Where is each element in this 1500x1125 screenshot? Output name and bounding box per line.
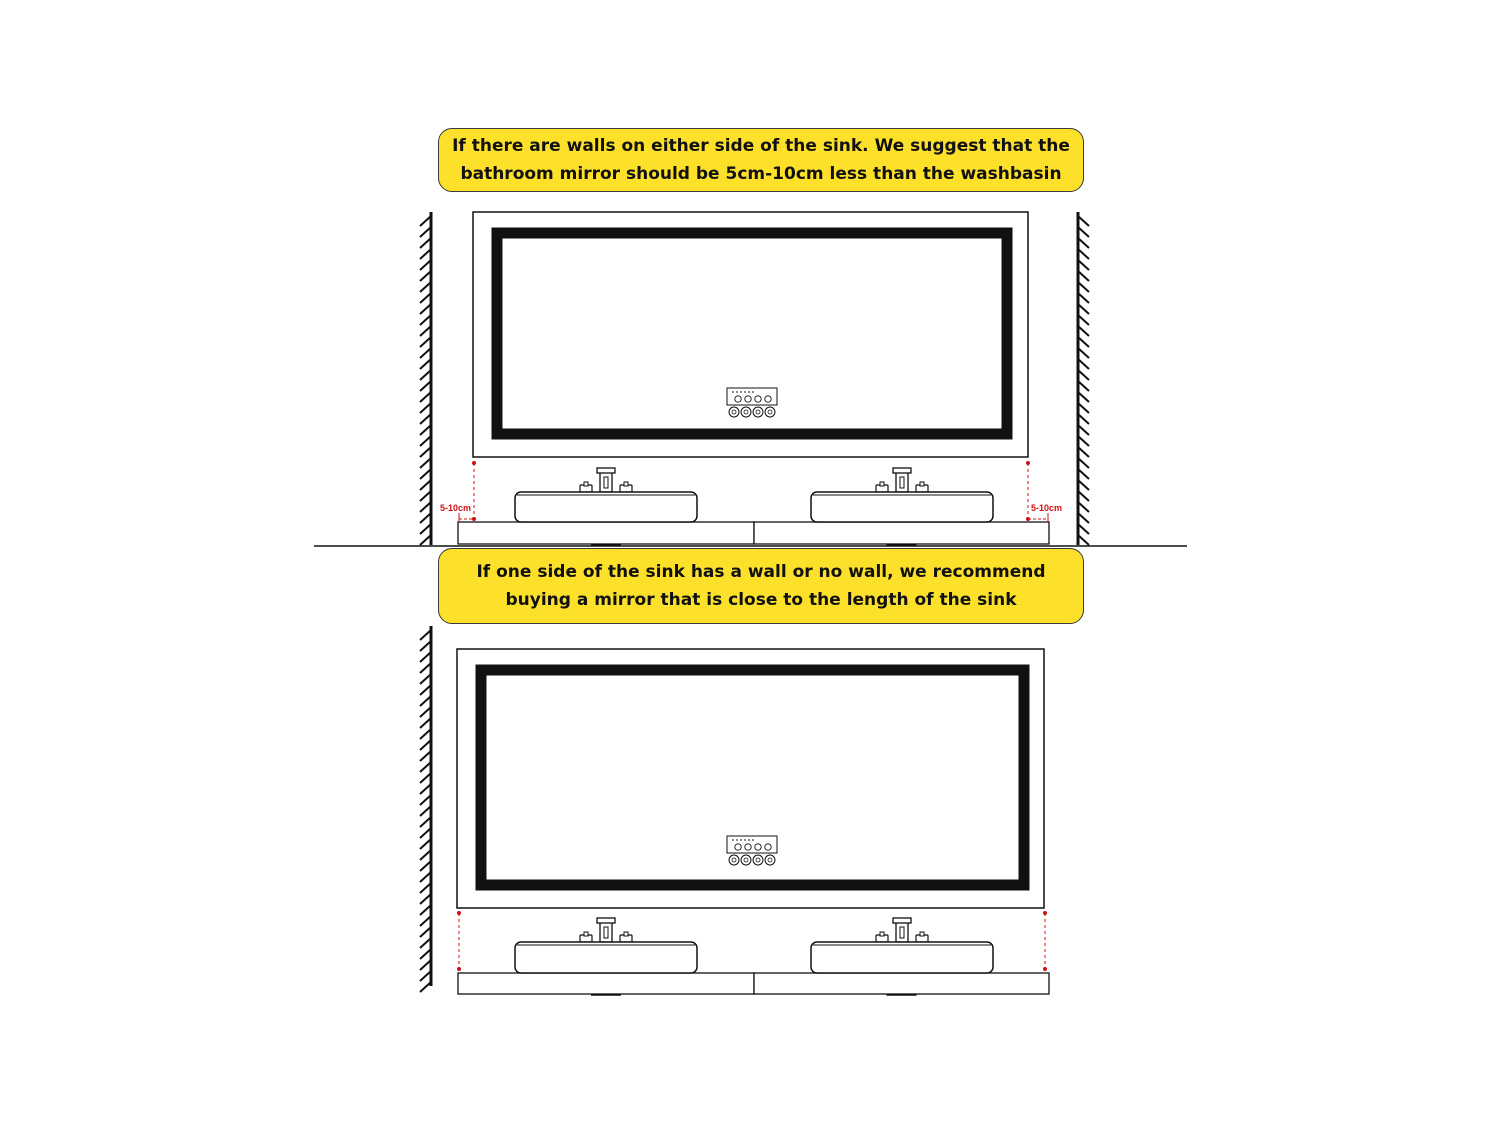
- vanity-top: [458, 973, 754, 994]
- wall-hatch-stroke: [1078, 359, 1089, 369]
- mirror: [473, 212, 1028, 457]
- wall-hatch-stroke: [420, 927, 431, 937]
- wall-hatch-stroke: [420, 480, 431, 490]
- wall-hatch-stroke: [420, 674, 431, 684]
- touch-button-icon: [753, 855, 763, 865]
- wall-hatch-stroke: [420, 630, 431, 640]
- wall-hatch-stroke: [1078, 271, 1089, 281]
- faucet-spout: [900, 477, 904, 488]
- left-edge-dimension: [457, 911, 461, 971]
- wall-hatch-stroke: [1078, 370, 1089, 380]
- wall-hatch-stroke: [1078, 436, 1089, 446]
- wall-hatch-stroke: [420, 271, 431, 281]
- wall-hatch-stroke: [1078, 381, 1089, 391]
- wall-hatch-stroke: [420, 337, 431, 347]
- wall-hatch-stroke: [1078, 447, 1089, 457]
- tap-knob-stem: [920, 932, 924, 936]
- wall-hatch-stroke: [1078, 238, 1089, 248]
- right-wall-hatch: [1078, 212, 1089, 545]
- wall-hatch-stroke: [1078, 326, 1089, 336]
- vanity-top: [458, 522, 754, 544]
- wall-hatch-stroke: [420, 817, 431, 827]
- right-gap-dot-top: [1026, 461, 1030, 465]
- wall-hatch-stroke: [420, 282, 431, 292]
- mirror: [457, 649, 1044, 908]
- wall-hatch-stroke: [420, 348, 431, 358]
- basin-bowl: [515, 942, 697, 973]
- vanity-top: [754, 973, 1049, 994]
- wall-hatch-stroke: [420, 949, 431, 959]
- wall-hatch-stroke: [420, 249, 431, 259]
- wall-hatch-stroke: [1078, 348, 1089, 358]
- touch-button-icon: [729, 855, 739, 865]
- top-instruction-line-1: If there are walls on either side of the sink. We suggest that the: [452, 136, 1070, 156]
- faucet-cap: [893, 468, 911, 473]
- basin-left: [515, 918, 697, 973]
- wall-hatch-stroke: [420, 392, 431, 402]
- wall-hatch-stroke: [420, 315, 431, 325]
- wall-hatch-stroke: [1078, 337, 1089, 347]
- right-edge-dot-top: [1043, 911, 1047, 915]
- wall-hatch-stroke: [420, 861, 431, 871]
- wall-hatch-stroke: [1078, 469, 1089, 479]
- wall-hatch-stroke: [420, 729, 431, 739]
- basin-bowl: [811, 492, 993, 522]
- wall-hatch-stroke: [1078, 315, 1089, 325]
- faucet-spout: [900, 927, 904, 938]
- basin-bowl: [515, 492, 697, 522]
- wall-hatch-stroke: [420, 359, 431, 369]
- wall-hatch-stroke: [420, 502, 431, 512]
- wall-hatch-stroke: [420, 513, 431, 523]
- wall-hatch-stroke: [1078, 480, 1089, 490]
- bottom-instruction-line-1: If one side of the sink has a wall or no wall, we recommend: [476, 562, 1046, 582]
- wall-hatch-stroke: [420, 535, 431, 545]
- touch-button-icon: [753, 407, 763, 417]
- wall-hatch-stroke: [420, 740, 431, 750]
- vanity-right: [754, 522, 1049, 545]
- wall-hatch-stroke: [420, 403, 431, 413]
- wall-hatch-stroke: [420, 784, 431, 794]
- touch-button-icon: [729, 407, 739, 417]
- right-gap-label: 5-10cm: [1031, 503, 1063, 513]
- wall-hatch-stroke: [420, 938, 431, 948]
- wall-hatch-stroke: [1078, 414, 1089, 424]
- wall-hatch-stroke: [420, 524, 431, 534]
- left-wall-hatch: [420, 626, 431, 992]
- wall-hatch-stroke: [420, 707, 431, 717]
- top-instruction-line-2: bathroom mirror should be 5cm-10cm less than the washbasin: [460, 164, 1062, 184]
- tap-knob-stem: [880, 932, 884, 936]
- wall-hatch-stroke: [420, 458, 431, 468]
- wall-hatch-stroke: [420, 663, 431, 673]
- wall-hatch-stroke: [420, 971, 431, 981]
- right-edge-dimension: [1043, 911, 1047, 971]
- right-edge-dot-bottom: [1043, 967, 1047, 971]
- faucet-spout: [604, 927, 608, 938]
- wall-hatch-stroke: [420, 795, 431, 805]
- wall-hatch-stroke: [1078, 304, 1089, 314]
- wall-hatch-stroke: [420, 425, 431, 435]
- wall-hatch-stroke: [1078, 293, 1089, 303]
- wall-hatch-stroke: [420, 469, 431, 479]
- left-wall-hatch: [420, 212, 431, 545]
- tap-knob-stem: [920, 482, 924, 486]
- wall-hatch-stroke: [420, 370, 431, 380]
- left-edge-dot-bottom: [457, 967, 461, 971]
- wall-hatch-stroke: [420, 718, 431, 728]
- right-gap-dimension: [1026, 461, 1062, 522]
- wall-hatch-stroke: [420, 414, 431, 424]
- wall-hatch-stroke: [1078, 425, 1089, 435]
- vanity-left: [458, 973, 754, 995]
- wall-hatch-stroke: [420, 227, 431, 237]
- left-gap-label: 5-10cm: [440, 503, 472, 513]
- wall-hatch-stroke: [420, 696, 431, 706]
- faucet-spout: [604, 477, 608, 488]
- wall-hatch-stroke: [420, 260, 431, 270]
- wall-hatch-stroke: [420, 850, 431, 860]
- wall-hatch-stroke: [1078, 249, 1089, 259]
- wall-hatch-stroke: [420, 293, 431, 303]
- bottom-instruction-line-2: buying a mirror that is close to the length of the sink: [505, 590, 1017, 610]
- vanity-right: [754, 973, 1049, 995]
- touch-button-icon: [741, 855, 751, 865]
- wall-hatch-stroke: [1078, 227, 1089, 237]
- wall-hatch-stroke: [420, 751, 431, 761]
- wall-hatch-stroke: [1078, 502, 1089, 512]
- wall-hatch-stroke: [1078, 403, 1089, 413]
- wall-hatch-stroke: [1078, 491, 1089, 501]
- left-edge-dot-top: [457, 911, 461, 915]
- wall-hatch-stroke: [1078, 535, 1089, 545]
- tap-knob-stem: [584, 932, 588, 936]
- wall-hatch-stroke: [420, 883, 431, 893]
- wall-hatch-stroke: [420, 436, 431, 446]
- wall-hatch-stroke: [1078, 282, 1089, 292]
- wall-hatch-stroke: [1078, 392, 1089, 402]
- wall-hatch-stroke: [420, 905, 431, 915]
- tap-knob-stem: [584, 482, 588, 486]
- wall-hatch-stroke: [420, 641, 431, 651]
- basin-left: [515, 468, 697, 522]
- one-wall-diagram: [420, 626, 1049, 995]
- wall-hatch-stroke: [1078, 524, 1089, 534]
- left-gap-dimension: [440, 461, 476, 522]
- faucet-cap: [893, 918, 911, 923]
- touch-button-icon: [741, 407, 751, 417]
- wall-hatch-stroke: [420, 491, 431, 501]
- wall-hatch-stroke: [420, 326, 431, 336]
- wall-hatch-stroke: [420, 216, 431, 226]
- wall-hatch-stroke: [420, 839, 431, 849]
- wall-hatch-stroke: [1078, 513, 1089, 523]
- vanity-top: [754, 522, 1049, 544]
- wall-hatch-stroke: [420, 773, 431, 783]
- wall-hatch-stroke: [420, 652, 431, 662]
- vanity-left: [458, 522, 754, 545]
- wall-hatch-stroke: [420, 960, 431, 970]
- wall-hatch-stroke: [1078, 216, 1089, 226]
- wall-hatch-stroke: [420, 447, 431, 457]
- basin-right: [811, 918, 993, 973]
- basin-right: [811, 468, 993, 522]
- left-gap-dot-top: [472, 461, 476, 465]
- tap-knob-stem: [624, 932, 628, 936]
- wall-hatch-stroke: [420, 762, 431, 772]
- wall-hatch-stroke: [1078, 260, 1089, 270]
- tap-knob-stem: [880, 482, 884, 486]
- wall-hatch-stroke: [420, 828, 431, 838]
- wall-hatch-stroke: [420, 304, 431, 314]
- wall-hatch-stroke: [420, 238, 431, 248]
- wall-hatch-stroke: [420, 916, 431, 926]
- faucet-cap: [597, 468, 615, 473]
- faucet-cap: [597, 918, 615, 923]
- tap-knob-stem: [624, 482, 628, 486]
- wall-hatch-stroke: [420, 381, 431, 391]
- wall-hatch-stroke: [420, 982, 431, 992]
- wall-hatch-stroke: [420, 894, 431, 904]
- wall-hatch-stroke: [420, 872, 431, 882]
- touch-button-icon: [765, 407, 775, 417]
- basin-bowl: [811, 942, 993, 973]
- wall-hatch-stroke: [420, 806, 431, 816]
- wall-hatch-stroke: [1078, 458, 1089, 468]
- wall-hatch-stroke: [420, 685, 431, 695]
- two-wall-diagram: [314, 212, 1187, 546]
- touch-button-icon: [765, 855, 775, 865]
